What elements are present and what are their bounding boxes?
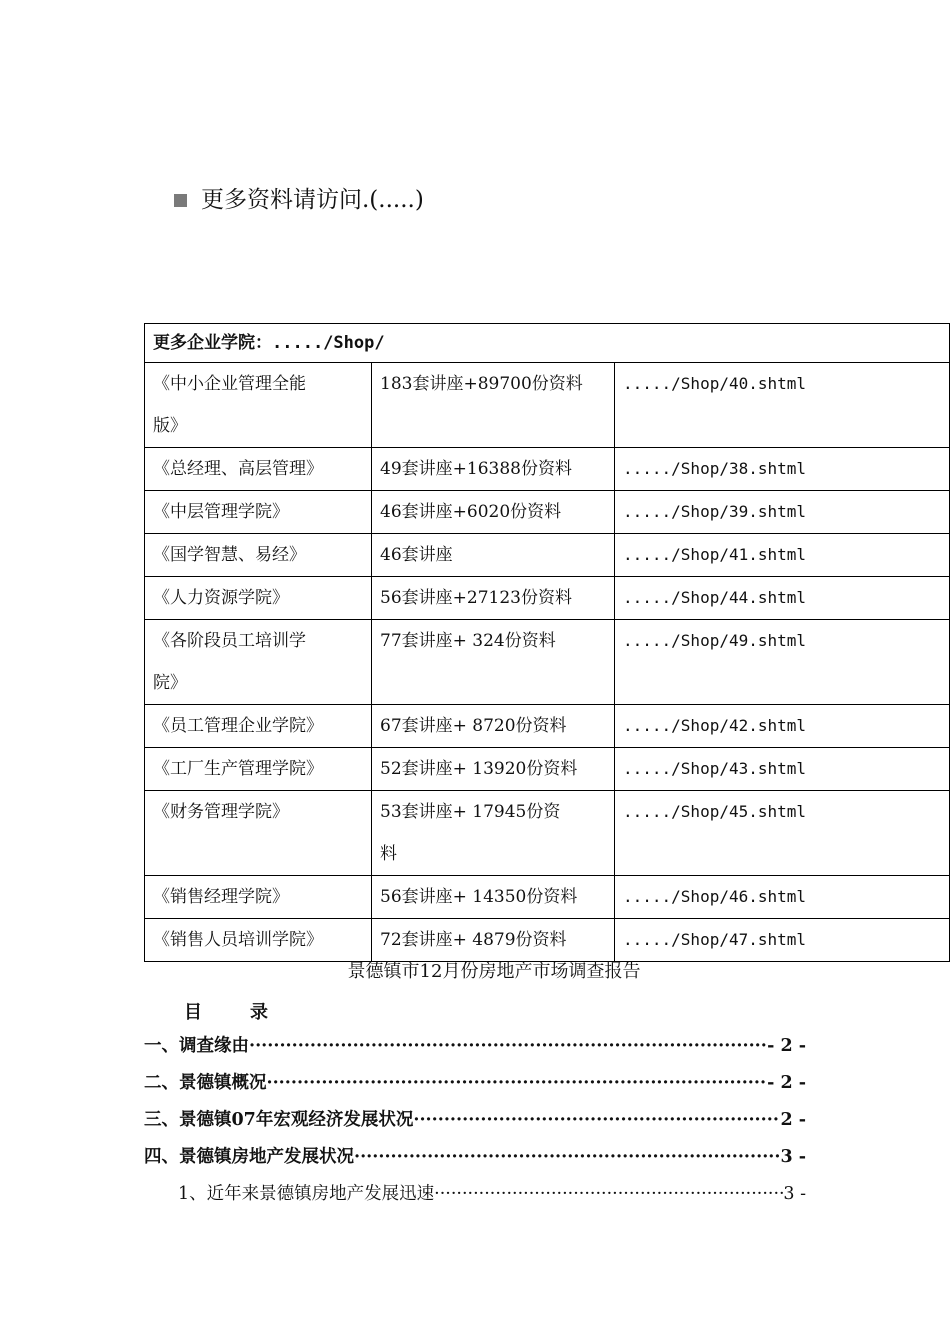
course-count-line: 46套讲座+6020份资料: [380, 502, 562, 522]
catalog-header-url[interactable]: ...../Shop/: [272, 333, 385, 353]
table-row: [145, 791, 950, 876]
toc-dot-leader: [354, 1147, 780, 1167]
table-row: [145, 448, 950, 491]
report-title: 景德镇市12月份房地产市场调查报告: [347, 961, 641, 982]
toc-page-number: 3 -: [780, 1147, 806, 1167]
catalog-header-row: [145, 324, 950, 363]
academy-url-link[interactable]: ...../Shop/49.shtml: [615, 620, 950, 705]
academy-url-link[interactable]: ...../Shop/38.shtml: [615, 448, 950, 491]
toc-page-number: 3 -: [783, 1184, 806, 1204]
toc-entry-title: 四、景德镇房地产发展状况: [144, 1147, 354, 1167]
academy-name-cell: [145, 534, 372, 577]
square-bullet-icon: [174, 194, 187, 207]
catalog-header-cell: [145, 324, 950, 363]
academy-url-link[interactable]: ...../Shop/45.shtml: [615, 791, 950, 876]
academy-name-cell: [145, 791, 372, 876]
academy-name-line: 《中层管理学院》: [153, 502, 289, 522]
course-count-cell: [372, 919, 615, 962]
course-count-cell: [372, 748, 615, 791]
toc-page-number: 2 -: [780, 1110, 806, 1130]
course-count-cell: [372, 577, 615, 620]
course-count-line: 56套讲座+ 14350份资料: [380, 887, 578, 907]
toc-entry-title: 二、景德镇概况: [144, 1073, 267, 1093]
toc-dot-leader: [267, 1073, 768, 1093]
academy-name-cell: [145, 876, 372, 919]
academy-url-link[interactable]: ...../Shop/47.shtml: [615, 919, 950, 962]
table-row: [145, 876, 950, 919]
toc-dot-leader: [413, 1110, 780, 1130]
course-count-line: 46套讲座: [380, 545, 453, 565]
academy-name-line: 《人力资源学院》: [153, 588, 289, 608]
toc-page-number: - 2 -: [767, 1073, 806, 1093]
academy-url-link[interactable]: ...../Shop/42.shtml: [615, 705, 950, 748]
academy-url-link[interactable]: ...../Shop/43.shtml: [615, 748, 950, 791]
toc-entry[interactable]: [144, 1143, 806, 1180]
course-count-cell: [372, 534, 615, 577]
toc-entry-title: 1、近年来景德镇房地产发展迅速: [178, 1184, 435, 1204]
toc-heading-char-1: 目: [184, 1002, 202, 1023]
course-count-cell: [372, 363, 615, 448]
toc-entry[interactable]: [144, 1069, 806, 1106]
academy-name-line: 《销售人员培训学院》: [153, 930, 323, 950]
course-count-line: 72套讲座+ 4879份资料: [380, 930, 567, 950]
academy-name-cell: [145, 620, 372, 705]
academy-name-line: 院》: [153, 673, 187, 693]
course-count-line: 料: [380, 844, 397, 864]
academy-name-line: 《销售经理学院》: [153, 887, 289, 907]
toc-dot-leader: [249, 1036, 767, 1056]
course-count-line: 52套讲座+ 13920份资料: [380, 759, 578, 779]
table-row: [145, 748, 950, 791]
course-count-cell: [372, 491, 615, 534]
academy-catalog-table: [144, 323, 950, 962]
course-count-line: 183套讲座+89700份资料: [380, 374, 583, 394]
course-count-line: 67套讲座+ 8720份资料: [380, 716, 567, 736]
academy-name-cell: [145, 491, 372, 534]
course-count-line: 53套讲座+ 17945份资: [380, 802, 561, 822]
academy-url-link[interactable]: ...../Shop/40.shtml: [615, 363, 950, 448]
academy-name-line: 《员工管理企业学院》: [153, 716, 323, 736]
toc-page-number: - 2 -: [767, 1036, 806, 1056]
academy-url-link[interactable]: ...../Shop/41.shtml: [615, 534, 950, 577]
academy-name-line: 《中小企业管理全能: [153, 374, 306, 394]
course-count-cell: [372, 620, 615, 705]
course-count-line: 77套讲座+ 324份资料: [380, 631, 556, 651]
academy-name-line: 《财务管理学院》: [153, 802, 289, 822]
academy-name-cell: [145, 748, 372, 791]
course-count-cell: [372, 791, 615, 876]
toc-entry[interactable]: [144, 1106, 806, 1143]
toc-entry[interactable]: [144, 1032, 806, 1069]
academy-name-cell: [145, 448, 372, 491]
academy-name-cell: [145, 919, 372, 962]
academy-name-line: 版》: [153, 416, 187, 436]
academy-url-link[interactable]: ...../Shop/39.shtml: [615, 491, 950, 534]
toc-entry-title: 三、景德镇07年宏观经济发展状况: [144, 1110, 414, 1130]
course-count-cell: [372, 448, 615, 491]
visit-notice-text: 更多资料请访问.(.....): [201, 187, 424, 213]
catalog-header-label: 更多企业学院：: [153, 333, 272, 353]
table-row: [145, 620, 950, 705]
table-of-contents: [144, 1032, 806, 1217]
table-row: [145, 705, 950, 748]
course-count-cell: [372, 876, 615, 919]
academy-name-cell: [145, 363, 372, 448]
academy-name-line: 《工厂生产管理学院》: [153, 759, 323, 779]
table-row: [145, 363, 950, 448]
toc-heading: [184, 998, 268, 1024]
table-row: [145, 534, 950, 577]
toc-heading-char-2: 录: [250, 1002, 268, 1023]
toc-dot-leader: [434, 1184, 783, 1204]
academy-name-cell: [145, 577, 372, 620]
course-count-line: 49套讲座+16388份资料: [380, 459, 572, 479]
table-row: [145, 491, 950, 534]
academy-name-line: 《国学智慧、易经》: [153, 545, 306, 565]
course-count-line: 56套讲座+27123份资料: [380, 588, 572, 608]
toc-entry-title: 一、调查缘由: [144, 1036, 249, 1056]
course-count-cell: [372, 705, 615, 748]
academy-url-link[interactable]: ...../Shop/44.shtml: [615, 577, 950, 620]
academy-name-line: 《总经理、高层管理》: [153, 459, 323, 479]
visit-notice: [174, 184, 424, 216]
table-row: [145, 919, 950, 962]
table-row: [145, 577, 950, 620]
toc-entry[interactable]: [144, 1180, 806, 1217]
academy-name-line: 《各阶段员工培训学: [153, 631, 306, 651]
academy-url-link[interactable]: ...../Shop/46.shtml: [615, 876, 950, 919]
academy-name-cell: [145, 705, 372, 748]
